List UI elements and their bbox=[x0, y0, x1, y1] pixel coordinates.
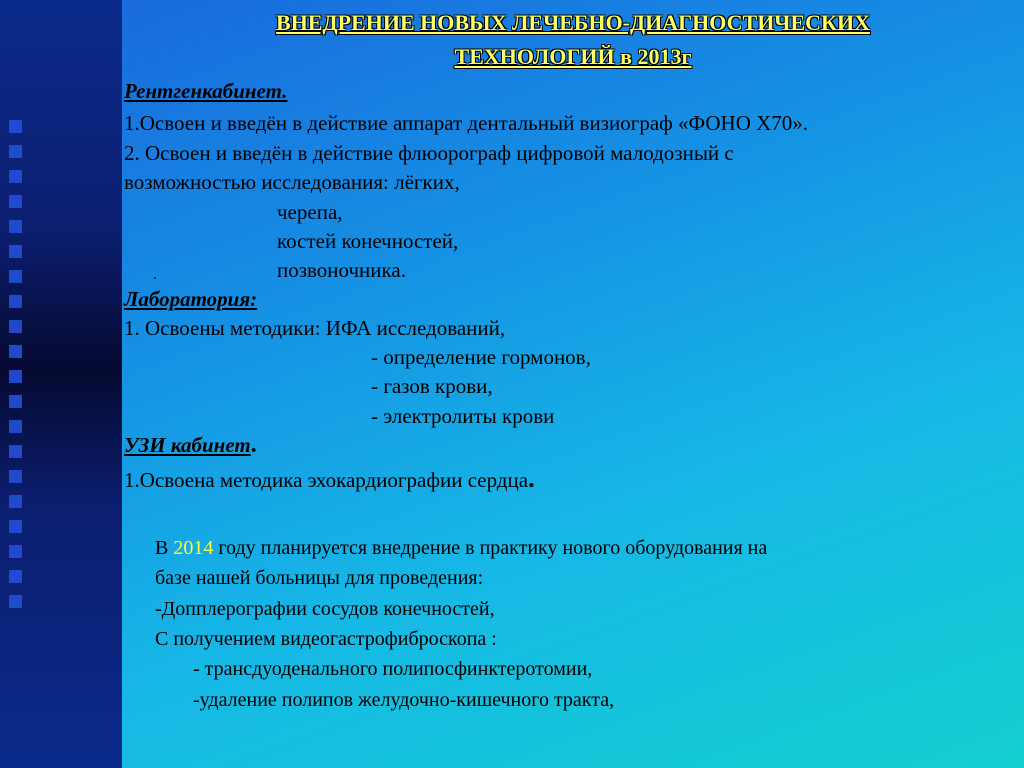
plan-line-5: - трансдуоденального полипосфинктеротомии, bbox=[193, 658, 593, 680]
xray-sub-limbs: костей конечностей, bbox=[277, 229, 459, 253]
lab-sub-blood-gases: - газов крови, bbox=[371, 374, 493, 398]
decorative-square bbox=[9, 345, 22, 358]
xray-item-2-line1: 2. Освоен и введён в действие флюорограф цифровой малодозный с bbox=[124, 141, 734, 165]
decorative-square bbox=[9, 145, 22, 158]
plan-line-1 bbox=[155, 535, 767, 561]
uzi-item-1: 1.Освоена методика эхокардиографии сердца bbox=[124, 468, 529, 492]
xray-heading: Рентгенкабинет. bbox=[124, 79, 288, 103]
decorative-square bbox=[9, 270, 22, 283]
xray-item-1: 1.Освоен и введён в действие аппарат дентальный визиограф «ФОНО Х70». bbox=[124, 111, 809, 135]
lab-sub-electrolytes: - электролиты крови bbox=[371, 404, 555, 428]
xray-item-2-line2: возможностью исследования: лёгких, bbox=[124, 170, 460, 194]
lab-heading: Лаборатория: bbox=[124, 287, 258, 311]
decorative-square bbox=[9, 170, 22, 183]
decorative-square bbox=[9, 520, 22, 533]
uzi-heading-dot: . bbox=[250, 432, 257, 458]
decorative-square bbox=[9, 195, 22, 208]
uzi-heading-line bbox=[124, 432, 257, 458]
plan-prefix: В bbox=[155, 537, 174, 559]
decorative-square bbox=[9, 295, 22, 308]
plan-line-2: базе нашей больницы для проведения: bbox=[155, 567, 484, 589]
xray-dot: . bbox=[153, 266, 157, 283]
decorative-square bbox=[9, 545, 22, 558]
decorative-square bbox=[9, 445, 22, 458]
decorative-square bbox=[9, 495, 22, 508]
lab-sub-hormones: - определение гормонов, bbox=[371, 345, 591, 369]
uzi-heading: УЗИ кабинет bbox=[124, 433, 251, 457]
lab-item-1: 1. Освоены методики: ИФА исследований, bbox=[124, 316, 506, 340]
plan-line-4: С получением видеогастрофиброскопа : bbox=[155, 628, 497, 650]
decorative-sidebar bbox=[0, 0, 122, 768]
decorative-square bbox=[9, 245, 22, 258]
slide-title-line1: ВНЕДРЕНИЕ НОВЫХ ЛЕЧЕБНО-ДИАГНОСТИЧЕСКИХ bbox=[276, 10, 870, 35]
decorative-square bbox=[9, 220, 22, 233]
uzi-item-dot: . bbox=[528, 464, 535, 493]
uzi-item-line bbox=[124, 466, 535, 493]
decorative-square bbox=[9, 470, 22, 483]
decorative-square bbox=[9, 420, 22, 433]
plan-year: 2014 bbox=[173, 537, 214, 559]
decorative-square bbox=[9, 570, 22, 583]
decorative-square bbox=[9, 395, 22, 408]
decorative-square bbox=[9, 320, 22, 333]
plan-line-6: -удаление полипов желудочно-кишечного тракта, bbox=[193, 689, 615, 711]
decorative-square bbox=[9, 120, 22, 133]
decorative-square bbox=[9, 370, 22, 383]
xray-sub-skull: черепа, bbox=[277, 200, 343, 224]
decorative-square bbox=[9, 595, 22, 608]
plan-line-3: -Допплерографии сосудов конечностей, bbox=[155, 598, 495, 620]
plan-line1-rest: году планируется внедрение в практику нового оборудования на bbox=[213, 537, 768, 559]
slide-title-line2: ТЕХНОЛОГИЙ в 2013г bbox=[454, 44, 692, 69]
xray-sub-spine: позвоночника. bbox=[277, 258, 406, 282]
